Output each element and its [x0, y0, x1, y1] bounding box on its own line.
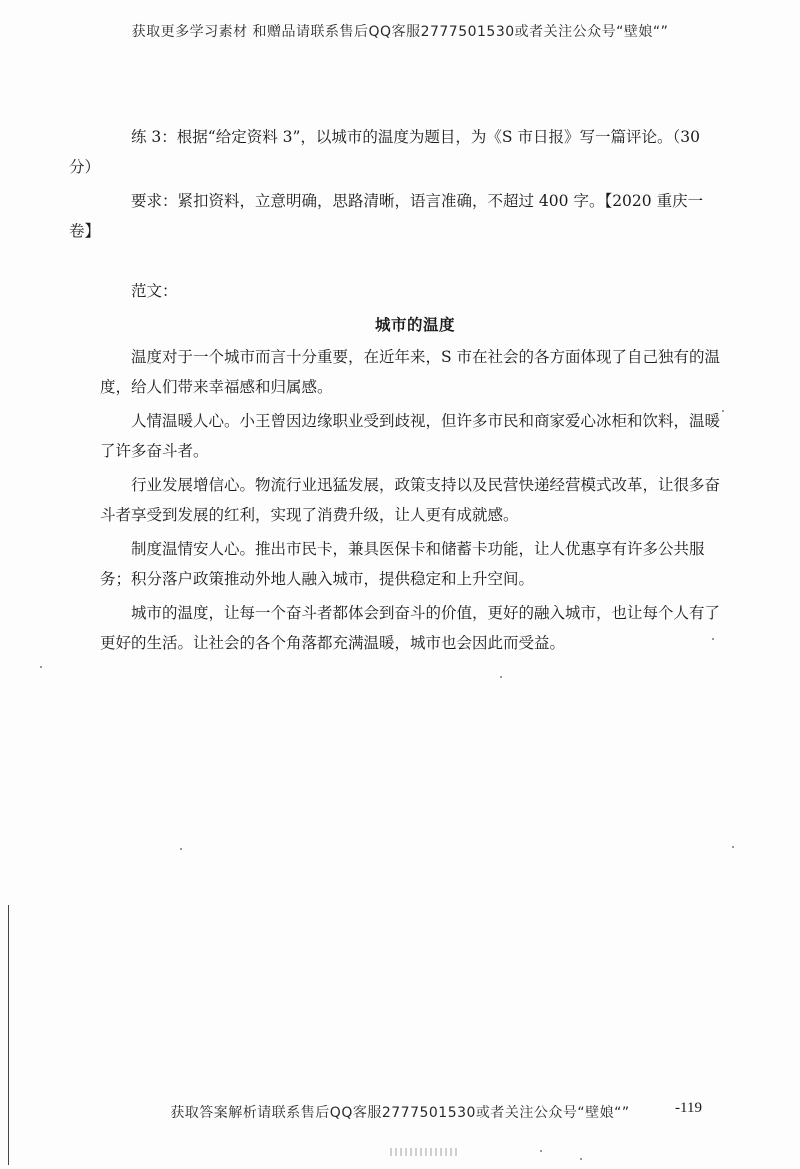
footer-watermark-note: 获取答案解析请联系售后QQ客服2777501530或者关注公众号“壁娘“”	[170, 1105, 630, 1121]
scan-speck	[40, 666, 42, 668]
essay-paragraph-5: 城市的温度，让每一个奋斗者都体会到奋斗的价值，更好的融入城市，也让每个人有了更好的生活。让社会的各个角落都充满温暖，城市也会因此而受益。	[100, 604, 721, 652]
exercise-requirement-line1: 要求：紧扣资料，立意明确，思路清晰，语言准确，不超过 400 字。【2020 重庆一	[131, 192, 704, 210]
scan-speck	[180, 848, 182, 850]
scan-speck	[712, 638, 714, 640]
essay-paragraph-3: 行业发展增信心。物流行业迅猛发展，政策支持以及民营快递经营模式改革，让很多奋斗者享受到发展的红利，实现了消费升级，让人更有成就感。	[100, 476, 721, 524]
header-watermark-note: 获取更多学习素材 和赠品请联系售后QQ客服2777501530或者关注公众号“壁娘“”	[131, 24, 669, 40]
scan-speck	[580, 1158, 582, 1160]
scan-smudge	[390, 1148, 460, 1156]
essay-paragraph-2: 人情温暖人心。小王曾因边缘职业受到歧视，但许多市民和商家爱心冰柜和饮料，温暖了许多奋斗者。	[100, 412, 721, 460]
page-content	[69, 122, 730, 662]
example-label: 范文：	[131, 282, 178, 300]
page-number: -119	[675, 1100, 702, 1116]
exercise-prompt	[69, 122, 730, 182]
exercise-requirement	[69, 186, 730, 246]
scan-speck	[540, 1150, 542, 1152]
essay-paragraph-1: 温度对于一个城市而言十分重要，在近年来，S 市在社会的各方面体现了自己独有的温度，给人们带来幸福感和归属感。	[100, 348, 721, 396]
essay-paragraph-4: 制度温情安人心。推出市民卡，兼具医保卡和储蓄卡功能，让人优惠享有许多公共服务；积分落户政策推动外地人融入城市，提供稳定和上升空间。	[100, 540, 705, 588]
exercise-requirement-line2: 卷】	[69, 222, 101, 240]
scan-edge-line	[8, 905, 9, 1165]
exercise-prompt-line2: 分）	[69, 158, 101, 176]
scan-speck	[732, 846, 734, 848]
scan-speck	[722, 410, 724, 412]
exercise-prompt-line1: 练 3：根据“给定资料 3”，以城市的温度为题目，为《S 市日报》写一篇评论。（30	[131, 128, 700, 146]
essay-title: 城市的温度	[374, 315, 455, 334]
scan-speck	[500, 676, 502, 678]
